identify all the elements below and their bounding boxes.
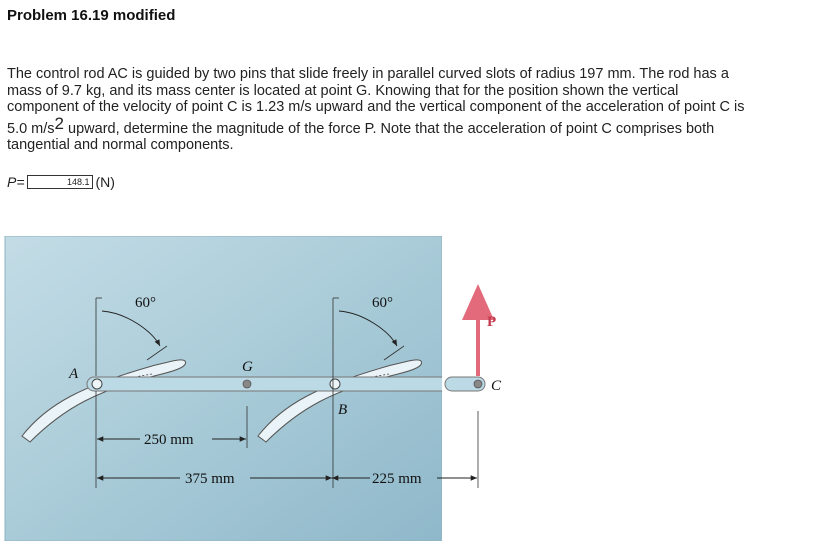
statement-line-4 xyxy=(7,113,807,138)
statement-line-4-rest: upward, determine the magnitude of the force P. Note that the acceleration of point C comprises both xyxy=(64,120,715,137)
label-b: B xyxy=(338,402,348,418)
statement-line-3: component of the velocity of point C is 1.23 m/s upward and the vertical component of the acceleration of point C is xyxy=(7,99,745,115)
label-p: P xyxy=(487,314,497,330)
statement-line-5: tangential and normal components. xyxy=(7,137,234,153)
point-c-marker xyxy=(474,380,482,388)
statement-line-2: mass of 9.7 kg, and its mass center is located at point G. Knowing that for the position shown the vertical xyxy=(7,82,679,99)
dim-375-label: 375 mm xyxy=(185,471,235,487)
label-a: A xyxy=(69,366,79,382)
label-g: G xyxy=(242,359,253,375)
answer-unit: (N) xyxy=(95,174,115,190)
label-c: C xyxy=(491,378,502,394)
figure-overflow-svg xyxy=(331,236,531,541)
left-angle-label: 60° xyxy=(135,295,156,311)
answer-input[interactable]: 148.1 xyxy=(27,175,93,189)
accel-value: 5.0 m/s xyxy=(7,120,55,137)
pin-a xyxy=(92,379,102,389)
dim-250-label: 250 mm xyxy=(144,432,194,448)
problem-title: Problem 16.19 modified xyxy=(7,7,176,24)
answer-label: P= xyxy=(7,174,25,190)
statement-line-1: The control rod AC is guided by two pins that slide freely in parallel curved slots of radius 197 mm. The rod has a xyxy=(7,66,729,82)
dim-225-label: 225 mm xyxy=(372,471,422,487)
problem-statement xyxy=(7,66,807,154)
accel-exponent: 2 xyxy=(54,113,65,133)
right-angle-label: 60° xyxy=(372,295,393,311)
answer-row xyxy=(7,174,115,190)
point-g xyxy=(243,380,251,388)
